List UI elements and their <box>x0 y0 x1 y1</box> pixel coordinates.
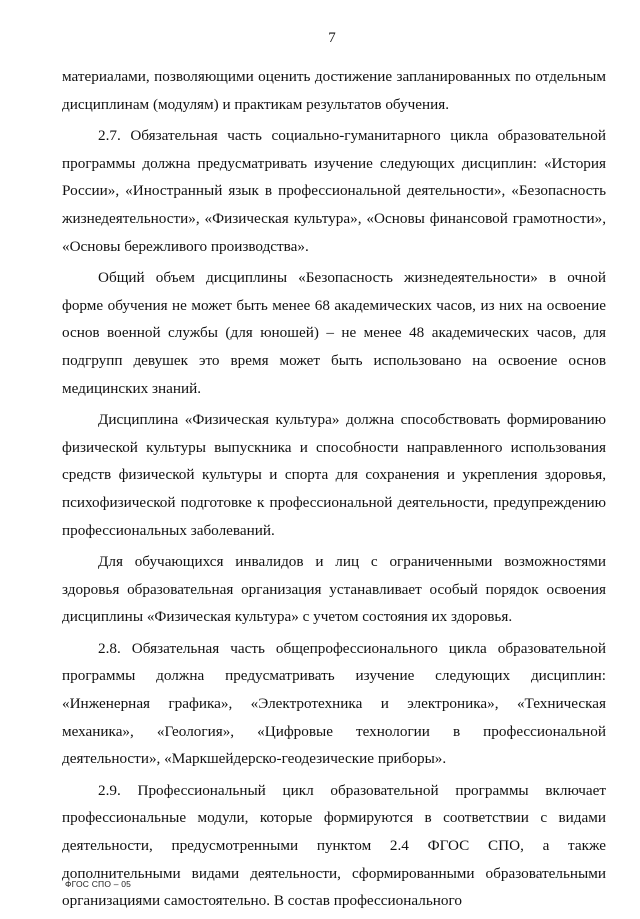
paragraph-life-safety: Общий объем дисциплины «Безопасность жизнедеятельности» в очной форме обучения не может быть менее 68 академических часов, из них на освоение основ военной службы (для юношей) – не менее 48 академических часов, для подгрупп девушек это время может быть использовано на освоение основ медицинских знаний. <box>62 269 606 397</box>
paragraph-continuation: материалами, позволяющими оценить достижение запланированных по отдельным дисциплинам (модулям) и практикам результатов обучения. <box>62 68 606 113</box>
paragraph-physical-culture: Дисциплина «Физическая культура» должна способствовать формированию физической культуры выпускника и способности направленного использования средств физической культуры и спорта для сохранения и укрепления здоровья, психофизической подготовке к профессиональной деятельности, предупреждению профессиональных заболеваний. <box>62 411 606 539</box>
paragraph-2-7: 2.7. Обязательная часть социально-гуманитарного цикла образовательной программы должна предусматривать изучение следующих дисциплин: «История России», «Иностранный язык в профессиональной деятельности», «Безопасность жизнедеятельности», «Физическая культура», «Основы финансовой грамотности», «Основы бережливого производства». <box>62 127 606 255</box>
paragraph-2-8: 2.8. Обязательная часть общепрофессионального цикла образовательной программы должна предусматривать изучение следующих дисциплин: «Инженерная графика», «Электротехника и электроника», «Техническая механика», «Геология», «Цифровые технологии в профессиональной деятельности», «Маркшейдерско-геодезические приборы». <box>62 639 606 768</box>
page-number: 7 <box>328 30 336 46</box>
document-body <box>62 63 606 919</box>
page-footer: ФГОС СПО – 05 <box>65 879 132 889</box>
paragraph-disabled-students: Для обучающихся инвалидов и лиц с ограниченными возможностями здоровья образовательная организация устанавливает особый порядок освоения дисциплины «Физическая культура» с учетом состояния их здоровья. <box>62 553 606 626</box>
paragraph-2-9: 2.9. Профессиональный цикл образовательной программы включает профессиональные модули, которые формируются в соответствии с видами деятельности, предусмотренными пунктом 2.4 ФГОС СПО, а также дополнительными видами деятельности, сформированными образовательными организациями самостоятельно. В состав профессионального <box>62 781 606 910</box>
